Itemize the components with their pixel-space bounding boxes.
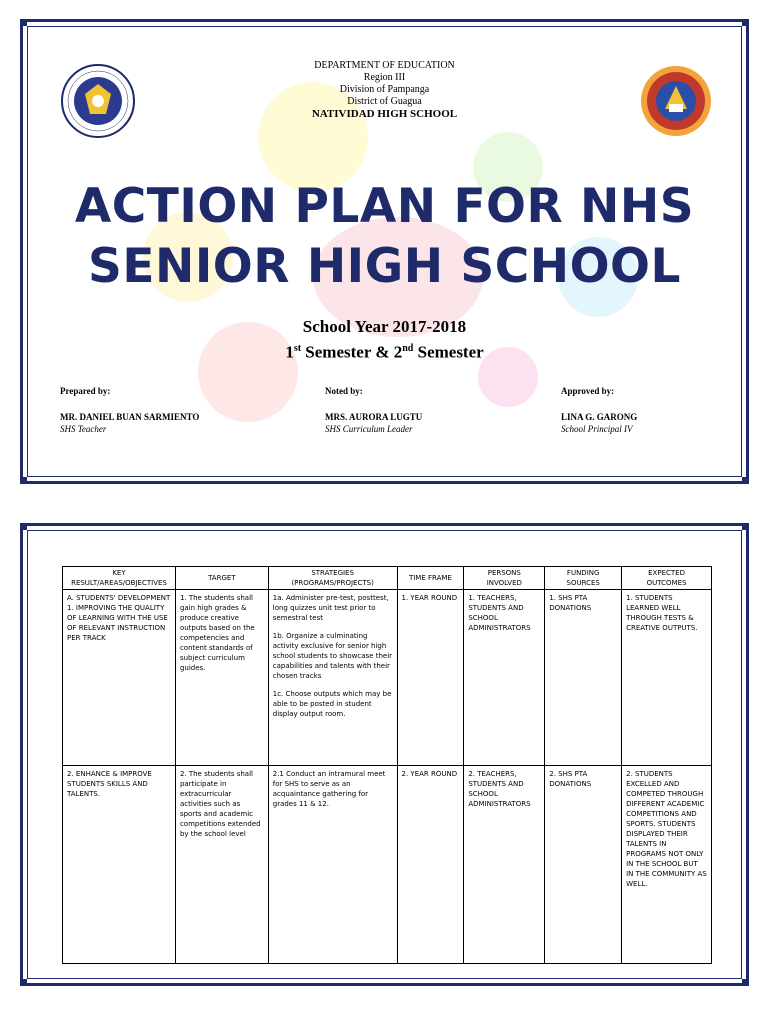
- cell-target: 1. The students shall gain high grades & produce creative outputs based on the competencies and content standards of subject curriculum guides.: [175, 590, 268, 766]
- header-region: Region III: [363, 72, 406, 83]
- header-text: RESULT/AREAS/OBJECTIVES: [71, 579, 167, 587]
- action-plan-page: [20, 523, 749, 986]
- signatory-role: SHS Curriculum Leader: [325, 424, 413, 434]
- strategy-item: 1c. Choose outputs which may be able to be posted in student display output room.: [272, 690, 392, 718]
- strategy-item: 1a. Administer pre-test, posttest, long quizzes unit test prior to semestral test: [272, 594, 389, 622]
- cover-page: [20, 19, 749, 484]
- cell-objective: 2. ENHANCE & IMPROVE STUDENTS SKILLS AND TALENTS.: [63, 766, 176, 964]
- sem-mid: Semester & 2: [301, 342, 403, 362]
- cell-strategies: [268, 590, 397, 766]
- frame-corner: [20, 523, 27, 530]
- column-header: TIME FRAME: [397, 567, 464, 590]
- header-division: Division of Pampanga: [339, 84, 430, 95]
- sem1-suffix: st: [293, 343, 302, 354]
- cell-outcomes: 2. STUDENTS EXCELLED AND COMPETED THROUGH DIFFERENT ACADEMIC COMPETITIONS AND SPORTS. STUDENTS DISPLAYED THEIR TALENTS IN PROGRAMS NOT ONLY IN THE SCHOOL BUT IN THE COMMUNITY AS WELL.: [622, 766, 712, 964]
- frame-corner: [742, 19, 749, 26]
- table-row: [63, 590, 712, 766]
- column-header: [545, 567, 622, 590]
- cell-timeframe: 2. YEAR ROUND: [397, 766, 464, 964]
- cell-funding: 2. SHS PTA DONATIONS: [545, 766, 622, 964]
- header-text: PERSONS: [487, 569, 521, 577]
- frame-corner: [20, 477, 27, 484]
- school-year: School Year 2017-2018: [302, 317, 467, 336]
- signatory-prepared: [60, 385, 199, 435]
- frame-corner: [20, 19, 27, 26]
- column-header: TARGET: [175, 567, 268, 590]
- cell-timeframe: 1. YEAR ROUND: [397, 590, 464, 766]
- cell-funding: 1. SHS PTA DONATIONS: [545, 590, 622, 766]
- header-district: District of Guagua: [347, 96, 422, 107]
- header-text: STRATEGIES: [311, 569, 354, 577]
- signatory-noted: [325, 385, 422, 435]
- column-header: [622, 567, 712, 590]
- header-text: FUNDING: [566, 569, 600, 577]
- column-header: [63, 567, 176, 590]
- action-plan-table: [62, 566, 712, 964]
- header-text: OUTCOMES: [646, 579, 687, 587]
- table-row: [63, 766, 712, 964]
- header-text: SOURCES: [566, 579, 600, 587]
- signatory-label: Prepared by:: [60, 386, 111, 396]
- header-school-name: NATIVIDAD HIGH SCHOOL: [311, 108, 458, 120]
- cell-persons: 1. TEACHERS, STUDENTS AND SCHOOL ADMINISTRATORS: [464, 590, 545, 766]
- frame-corner: [742, 979, 749, 986]
- signatory-label: Noted by:: [325, 386, 363, 396]
- signatory-name: MRS. AURORA LUGTU: [325, 412, 423, 422]
- strategy-item: 1b. Organize a culminating activity exclusive for senior high school students to showcase their capabilities and talents with their chosen tracks: [272, 632, 393, 680]
- frame-corner: [742, 523, 749, 530]
- title-line-1: ACTION PLAN FOR NHS: [74, 179, 695, 234]
- sem1-number: 1: [285, 342, 294, 362]
- table-header-row: [63, 567, 712, 590]
- header-department: DEPARTMENT OF EDUCATION: [314, 60, 455, 71]
- school-year-block: [23, 316, 746, 364]
- school-header: [23, 60, 746, 120]
- frame-corner: [742, 477, 749, 484]
- signatory-role: School Principal IV: [561, 424, 633, 434]
- sem-end: Semester: [413, 342, 484, 362]
- header-text: EXPECTED: [648, 569, 685, 577]
- cell-strategies: 2.1 Conduct an intramural meet for SHS to serve as an acquaintance gathering for grades 11 & 12.: [268, 766, 397, 964]
- title-line-2: SENIOR HIGH SCHOOL: [88, 239, 681, 294]
- cell-objective: A. STUDENTS' DEVELOPMENT 1. IMPROVING THE QUALITY OF LEARNING WITH THE USE OF RELEVANT INSTRUCTION PER TRACK: [63, 590, 176, 766]
- cell-target: 2. The students shall participate in extracurricular activities such as sports and academic competitions extended by the school level: [175, 766, 268, 964]
- page-title: [23, 177, 746, 297]
- header-text: INVOLVED: [486, 579, 522, 587]
- header-text: (PROGRAMS/PROJECTS): [291, 579, 374, 587]
- signatory-approved: [561, 385, 637, 435]
- header-text: KEY: [112, 569, 126, 577]
- cell-persons: 2. TEACHERS, STUDENTS AND SCHOOL ADMINISTRATORS: [464, 766, 545, 964]
- semester-line: [23, 338, 746, 364]
- frame-corner: [20, 979, 27, 986]
- column-header: [268, 567, 397, 590]
- signatory-name: MR. DANIEL BUAN SARMIENTO: [60, 412, 200, 422]
- signatory-name: LINA G. GARONG: [561, 412, 638, 422]
- column-header: [464, 567, 545, 590]
- signatory-role: SHS Teacher: [60, 424, 107, 434]
- cell-outcomes: 1. STUDENTS LEARNED WELL THROUGH TESTS & CREATIVE OUTPUTS.: [622, 590, 712, 766]
- sem2-suffix: nd: [402, 343, 414, 354]
- signatory-label: Approved by:: [561, 386, 615, 396]
